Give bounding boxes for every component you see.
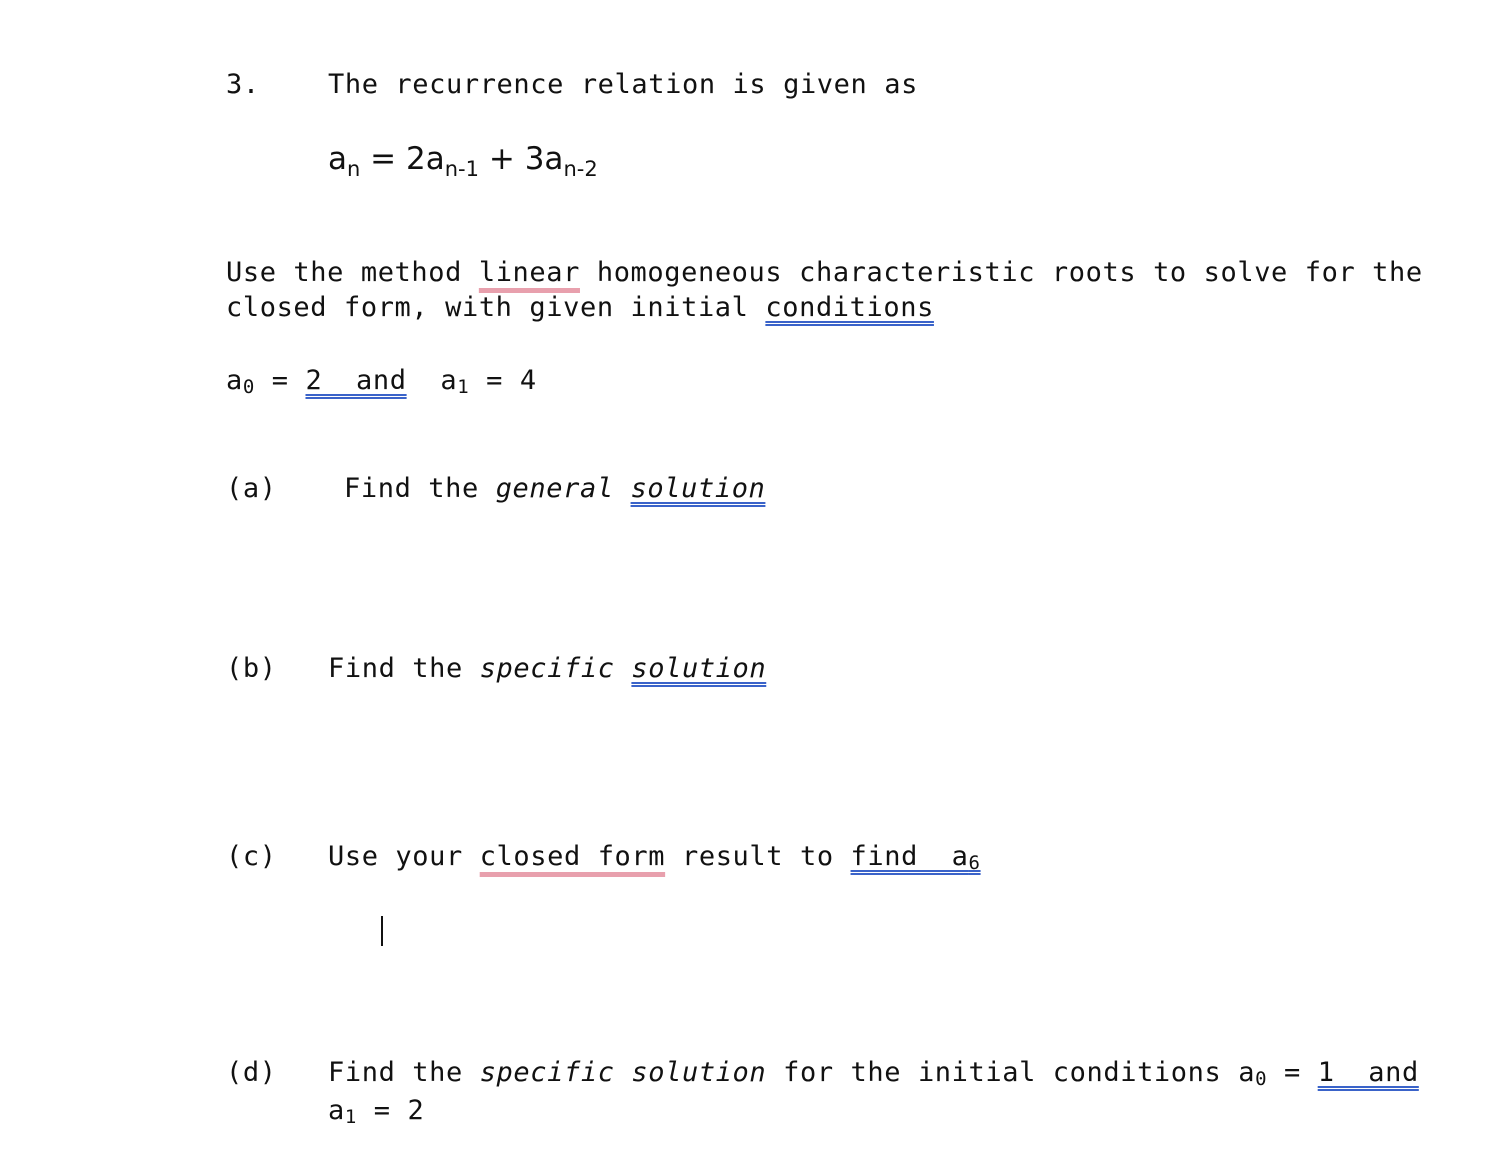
part-b-t3 — [615, 653, 632, 684]
part-c-t4-sub: 6 — [968, 852, 981, 874]
init-eq2: = — [469, 365, 520, 396]
part-c-t4: find a — [850, 841, 969, 872]
grammar-flag-find[interactable] — [851, 841, 981, 872]
part-c-label: (c) — [226, 841, 277, 872]
eq-term1: 2a — [406, 141, 445, 177]
part-b-t2: specific — [479, 653, 615, 684]
grammar-flag-conditions[interactable]: conditions — [765, 292, 934, 323]
eq-lhs-sub: n — [347, 157, 361, 181]
init-a1: a — [440, 365, 458, 396]
eq-lhs: a — [328, 141, 347, 177]
recurrence-equation — [328, 141, 598, 181]
part-d-t1: Find the — [328, 1057, 480, 1088]
text-cursor — [381, 916, 383, 946]
init-eq1: = — [254, 365, 306, 396]
part-d-t3-sub: 0 — [1255, 1068, 1268, 1090]
part-a-t2: general — [495, 473, 614, 504]
part-c-t1: Use your — [328, 841, 480, 872]
init-a0-sub: 0 — [242, 376, 255, 398]
init-a0: a — [226, 365, 243, 396]
eq-term1-sub: n-1 — [444, 157, 479, 181]
part-d-label: (d) — [226, 1057, 277, 1088]
eq-term2-sub: n-2 — [563, 157, 598, 181]
part-d-t2: specific solution — [479, 1057, 767, 1088]
part-d-line-2 — [328, 1094, 424, 1128]
part-a-label: (a) — [226, 473, 277, 504]
part-c-t3: result to — [665, 841, 851, 872]
grammar-flag-1-and[interactable]: 1 and — [1317, 1057, 1419, 1088]
part-d-l2-sub: 1 — [344, 1106, 357, 1128]
problem-intro: The recurrence relation is given as — [328, 69, 918, 100]
spelling-flag-linear[interactable]: linear — [478, 257, 580, 288]
grammar-flag-2-and[interactable]: 2 and — [305, 365, 407, 396]
method-text-d: closed form, with given initial — [226, 292, 766, 323]
part-d-l2-a: a — [328, 1095, 345, 1126]
eq-plus: + — [488, 141, 515, 177]
eq-equals: = — [370, 141, 397, 177]
grammar-flag-solution-a[interactable]: solution — [630, 473, 766, 504]
part-d-l2-b: = 2 — [356, 1095, 425, 1126]
method-text-c: homogeneous characteristic roots to solve for the — [579, 257, 1423, 288]
initial-conditions — [226, 364, 537, 398]
part-d-t3: for the initial conditions a — [766, 1057, 1256, 1088]
part-b-text — [328, 652, 766, 686]
part-a-t1: Find the — [344, 473, 496, 504]
init-a1-sub: 1 — [457, 376, 470, 398]
grammar-flag-solution-b[interactable]: solution — [631, 653, 767, 684]
method-line-1 — [226, 256, 1423, 290]
part-d-t4: = — [1267, 1057, 1318, 1088]
part-b-label: (b) — [226, 653, 277, 684]
part-a-t3 — [614, 473, 631, 504]
part-d-text — [328, 1056, 1419, 1090]
part-b-t1: Find the — [328, 653, 480, 684]
init-val1: 4 — [519, 365, 537, 396]
problem-number: 3. — [226, 69, 260, 100]
method-line-2 — [226, 291, 934, 325]
part-c-text — [328, 840, 981, 874]
eq-term2: 3a — [524, 141, 564, 177]
spelling-flag-closed-form[interactable]: closed form — [479, 841, 666, 872]
method-text-a: Use the method — [226, 257, 479, 288]
part-a-text — [344, 472, 765, 506]
